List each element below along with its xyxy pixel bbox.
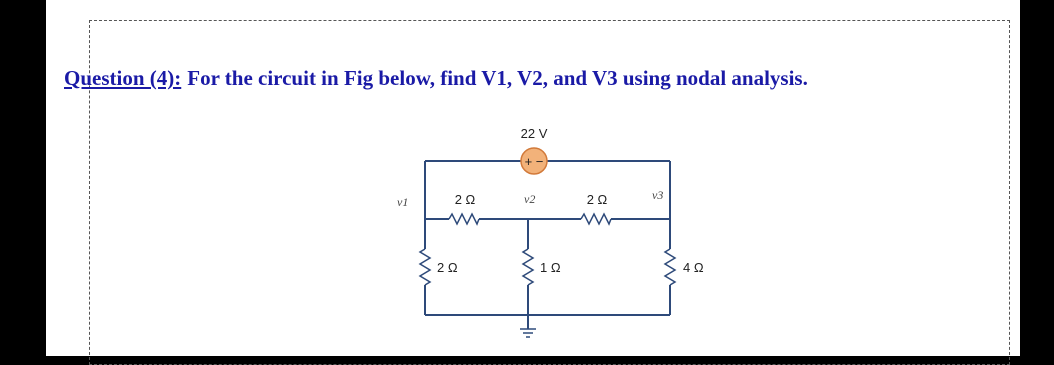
r-top-left-label: 2 Ω: [454, 192, 476, 207]
source-polarity: + −: [524, 154, 544, 169]
r-middle-vertical-label: 1 Ω: [540, 260, 561, 275]
r-left-vertical-label: 2 Ω: [437, 260, 458, 275]
node-v1-label: v1: [397, 195, 409, 209]
resistor-left-vertical: [420, 249, 430, 285]
r-top-right-label: 2 Ω: [586, 192, 608, 207]
resistor-right-vertical: [665, 249, 675, 285]
question-label: Question (4):: [64, 66, 182, 90]
resistor-top-right: [581, 214, 611, 224]
node-v3-label: v3: [652, 188, 664, 202]
node-v2-label: v2: [524, 192, 536, 206]
question-text: For the circuit in Fig below, find V1, V2, and V3 using nodal analysis.: [187, 66, 808, 90]
ground-icon: [520, 329, 536, 337]
resistor-middle-vertical: [523, 249, 533, 285]
source-label: 22 V: [520, 126, 548, 141]
r-right-vertical-label: 4 Ω: [683, 260, 704, 275]
resistor-top-left: [449, 214, 479, 224]
